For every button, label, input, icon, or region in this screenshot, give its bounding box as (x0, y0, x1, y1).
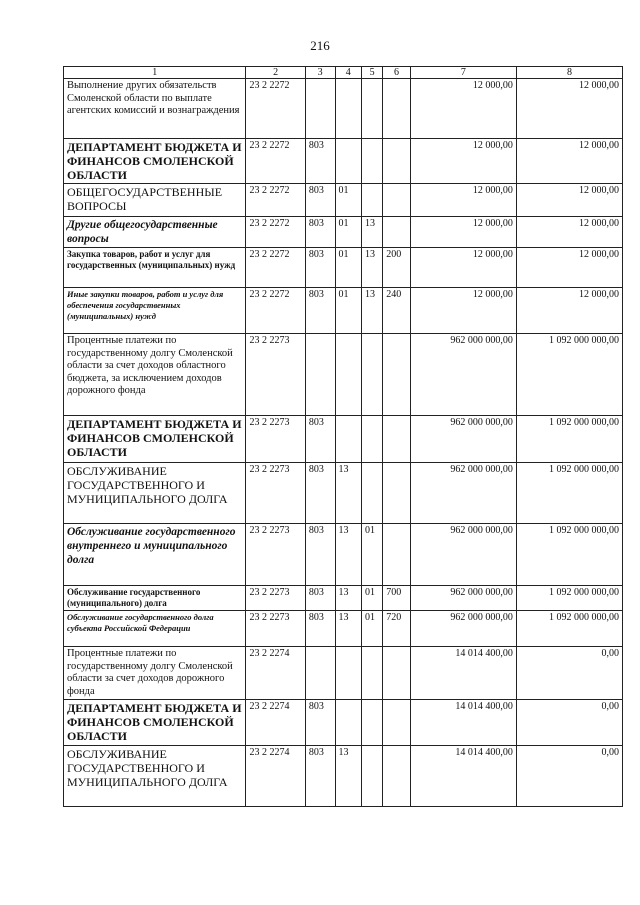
amount-year1-cell: 12 000,00 (410, 288, 516, 334)
department-code-cell: 803 (305, 611, 335, 647)
subsection-code-cell (362, 746, 383, 807)
expense-type-cell (383, 746, 411, 807)
department-code-cell (305, 647, 335, 700)
department-code-cell: 803 (305, 288, 335, 334)
amount-year2-cell: 1 092 000 000,00 (516, 586, 622, 611)
page-number: 216 (310, 38, 330, 53)
amount-year2-cell: 12 000,00 (516, 248, 622, 288)
department-code-cell (305, 79, 335, 139)
section-code-cell: 13 (335, 463, 362, 524)
subsection-code-cell: 13 (362, 217, 383, 248)
amount-year2-cell: 1 092 000 000,00 (516, 611, 622, 647)
subsection-code-cell (362, 416, 383, 463)
amount-year1-cell: 962 000 000,00 (410, 463, 516, 524)
column-header: 3 (305, 67, 335, 79)
subsection-code-cell (362, 334, 383, 416)
subsection-code-cell: 13 (362, 288, 383, 334)
row-name-cell: Обслуживание государственного внутреннего и муниципального долга (64, 524, 246, 586)
expense-type-cell: 700 (383, 586, 411, 611)
amount-year1-cell: 962 000 000,00 (410, 334, 516, 416)
amount-year2-cell: 0,00 (516, 700, 622, 746)
expense-type-cell (383, 647, 411, 700)
table-row (64, 611, 623, 647)
amount-year1-cell: 12 000,00 (410, 217, 516, 248)
target-article-cell: 23 2 2273 (246, 586, 305, 611)
subsection-code-cell: 13 (362, 248, 383, 288)
amount-year2-cell: 12 000,00 (516, 184, 622, 217)
column-header: 5 (362, 67, 383, 79)
amount-year2-cell: 12 000,00 (516, 288, 622, 334)
expense-type-cell (383, 217, 411, 248)
section-code-cell (335, 700, 362, 746)
expense-type-cell (383, 79, 411, 139)
target-article-cell: 23 2 2273 (246, 611, 305, 647)
target-article-cell: 23 2 2272 (246, 139, 305, 184)
amount-year1-cell: 14 014 400,00 (410, 647, 516, 700)
budget-table (63, 66, 623, 807)
subsection-code-cell: 01 (362, 611, 383, 647)
amount-year2-cell: 0,00 (516, 746, 622, 807)
expense-type-cell (383, 463, 411, 524)
section-code-cell (335, 139, 362, 184)
department-code-cell: 803 (305, 700, 335, 746)
target-article-cell: 23 2 2274 (246, 700, 305, 746)
target-article-cell: 23 2 2272 (246, 288, 305, 334)
subsection-code-cell: 01 (362, 586, 383, 611)
row-name-cell: Выполнение других обязательств Смоленской области по выплате агентских комиссий и вознаграждения (64, 79, 246, 139)
row-name-cell: Процентные платежи по государственному долгу Смоленской области за счет доходов дорожного фонда (64, 647, 246, 700)
target-article-cell: 23 2 2274 (246, 746, 305, 807)
row-name-cell: ДЕПАРТАМЕНТ БЮДЖЕТА И ФИНАНСОВ СМОЛЕНСКОЙ ОБЛАСТИ (64, 416, 246, 463)
amount-year1-cell: 962 000 000,00 (410, 524, 516, 586)
section-code-cell: 13 (335, 586, 362, 611)
column-header: 4 (335, 67, 362, 79)
section-code-cell: 01 (335, 184, 362, 217)
target-article-cell: 23 2 2273 (246, 463, 305, 524)
row-name-cell: Иные закупки товаров, работ и услуг для обеспечения государственных (муниципальных) нужд (64, 288, 246, 334)
section-code-cell: 13 (335, 611, 362, 647)
table-row (64, 334, 623, 416)
column-header: 6 (383, 67, 411, 79)
department-code-cell: 803 (305, 184, 335, 217)
amount-year2-cell: 1 092 000 000,00 (516, 524, 622, 586)
row-name-cell: Обслуживание государственного долга субъекта Российской Федерации (64, 611, 246, 647)
table-row (64, 139, 623, 184)
row-name-cell: Процентные платежи по государственному долгу Смоленской области за счет доходов областного бюджета, за исключением доходов дорожного фонда (64, 334, 246, 416)
amount-year1-cell: 962 000 000,00 (410, 611, 516, 647)
department-code-cell: 803 (305, 586, 335, 611)
column-header: 2 (246, 67, 305, 79)
column-header: 8 (516, 67, 622, 79)
section-code-cell (335, 416, 362, 463)
row-name-cell: Обслуживание государственного (муниципального) долга (64, 586, 246, 611)
target-article-cell: 23 2 2273 (246, 524, 305, 586)
column-number-row (64, 67, 623, 79)
expense-type-cell (383, 416, 411, 463)
table-row (64, 463, 623, 524)
target-article-cell: 23 2 2272 (246, 248, 305, 288)
amount-year1-cell: 12 000,00 (410, 248, 516, 288)
target-article-cell: 23 2 2272 (246, 184, 305, 217)
section-code-cell: 01 (335, 288, 362, 334)
row-name-cell: ДЕПАРТАМЕНТ БЮДЖЕТА И ФИНАНСОВ СМОЛЕНСКОЙ ОБЛАСТИ (64, 139, 246, 184)
table-row (64, 524, 623, 586)
department-code-cell: 803 (305, 248, 335, 288)
section-code-cell: 01 (335, 248, 362, 288)
table-row (64, 746, 623, 807)
section-code-cell: 01 (335, 217, 362, 248)
expense-type-cell: 240 (383, 288, 411, 334)
department-code-cell: 803 (305, 524, 335, 586)
amount-year2-cell: 1 092 000 000,00 (516, 463, 622, 524)
amount-year1-cell: 12 000,00 (410, 139, 516, 184)
subsection-code-cell (362, 79, 383, 139)
amount-year2-cell: 12 000,00 (516, 79, 622, 139)
section-code-cell (335, 334, 362, 416)
expense-type-cell: 200 (383, 248, 411, 288)
amount-year1-cell: 962 000 000,00 (410, 586, 516, 611)
expense-type-cell (383, 700, 411, 746)
target-article-cell: 23 2 2273 (246, 416, 305, 463)
amount-year1-cell: 14 014 400,00 (410, 700, 516, 746)
subsection-code-cell (362, 700, 383, 746)
expense-type-cell (383, 524, 411, 586)
amount-year2-cell: 1 092 000 000,00 (516, 416, 622, 463)
row-name-cell: ДЕПАРТАМЕНТ БЮДЖЕТА И ФИНАНСОВ СМОЛЕНСКОЙ ОБЛАСТИ (64, 700, 246, 746)
expense-type-cell: 720 (383, 611, 411, 647)
row-name-cell: ОБЩЕГОСУДАРСТВЕННЫЕ ВОПРОСЫ (64, 184, 246, 217)
table-row (64, 248, 623, 288)
row-name-cell: ОБСЛУЖИВАНИЕ ГОСУДАРСТВЕННОГО И МУНИЦИПАЛЬНОГО ДОЛГА (64, 463, 246, 524)
table-row (64, 217, 623, 248)
section-code-cell: 13 (335, 746, 362, 807)
section-code-cell (335, 79, 362, 139)
section-code-cell (335, 647, 362, 700)
table-row (64, 700, 623, 746)
amount-year1-cell: 12 000,00 (410, 79, 516, 139)
row-name-cell: Другие общегосударственные вопросы (64, 217, 246, 248)
amount-year2-cell: 0,00 (516, 647, 622, 700)
subsection-code-cell (362, 463, 383, 524)
expense-type-cell (383, 139, 411, 184)
department-code-cell: 803 (305, 217, 335, 248)
table-row (64, 586, 623, 611)
row-name-cell: Закупка товаров, работ и услуг для государственных (муниципальных) нужд (64, 248, 246, 288)
expense-type-cell (383, 334, 411, 416)
column-header: 1 (64, 67, 246, 79)
amount-year2-cell: 12 000,00 (516, 139, 622, 184)
department-code-cell: 803 (305, 463, 335, 524)
amount-year1-cell: 12 000,00 (410, 184, 516, 217)
table-row (64, 416, 623, 463)
table-row (64, 647, 623, 700)
amount-year2-cell: 1 092 000 000,00 (516, 334, 622, 416)
table-row (64, 288, 623, 334)
column-header: 7 (410, 67, 516, 79)
subsection-code-cell (362, 139, 383, 184)
department-code-cell (305, 334, 335, 416)
amount-year2-cell: 12 000,00 (516, 217, 622, 248)
section-code-cell: 13 (335, 524, 362, 586)
target-article-cell: 23 2 2272 (246, 217, 305, 248)
target-article-cell: 23 2 2272 (246, 79, 305, 139)
amount-year1-cell: 14 014 400,00 (410, 746, 516, 807)
expense-type-cell (383, 184, 411, 217)
row-name-cell: ОБСЛУЖИВАНИЕ ГОСУДАРСТВЕННОГО И МУНИЦИПАЛЬНОГО ДОЛГА (64, 746, 246, 807)
department-code-cell: 803 (305, 746, 335, 807)
subsection-code-cell (362, 184, 383, 217)
table-row (64, 79, 623, 139)
subsection-code-cell (362, 647, 383, 700)
target-article-cell: 23 2 2273 (246, 334, 305, 416)
table-row (64, 184, 623, 217)
subsection-code-cell: 01 (362, 524, 383, 586)
amount-year1-cell: 962 000 000,00 (410, 416, 516, 463)
department-code-cell: 803 (305, 416, 335, 463)
target-article-cell: 23 2 2274 (246, 647, 305, 700)
department-code-cell: 803 (305, 139, 335, 184)
